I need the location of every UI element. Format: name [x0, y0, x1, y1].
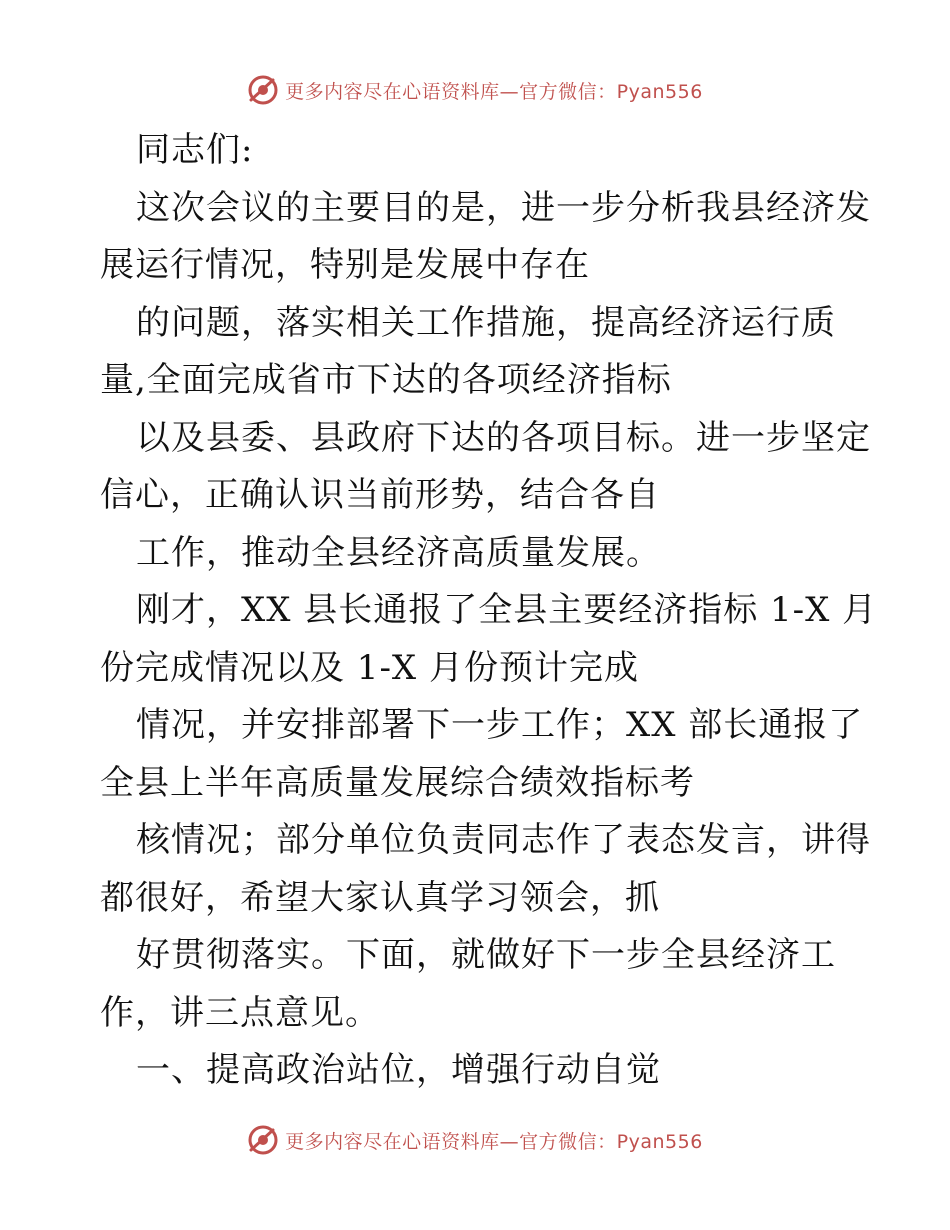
paragraph-line: 量,全面完成省市下达的各项经济指标	[100, 360, 672, 400]
paragraph-line: 展运行情况，特别是发展中存在	[100, 245, 590, 285]
paragraph-line: 份完成情况以及 1-X 月份预计完成	[100, 647, 639, 688]
paragraph-line: 核情况；部分单位负责同志作了表态发言，讲得	[136, 820, 871, 860]
paragraph-line: 作，讲三点意见。	[100, 992, 380, 1033]
paragraph-line: 都很好，希望大家认真学习领会，抓	[100, 877, 660, 918]
logo-icon	[247, 74, 279, 106]
document-body	[100, 122, 878, 1100]
paragraph-line: 好贯彻落实。下面，就做好下一步全县经济工	[136, 935, 836, 975]
salutation: 同志们:	[136, 130, 254, 170]
paragraph-line: 这次会议的主要目的是，进一步分析我县经济发	[136, 187, 871, 228]
header-banner-text: 更多内容尽在心语资料库—官方微信：Pyan556	[285, 80, 703, 103]
header-watermark	[0, 70, 950, 110]
paragraph-line: 的问题，落实相关工作措施，提高经济运行质	[136, 302, 836, 343]
section-heading: 一、提高政治站位，增强行动自觉	[136, 1050, 661, 1090]
footer-banner-text: 更多内容尽在心语资料库—官方微信：Pyan556	[285, 1130, 703, 1153]
paragraph-line: 信心，正确认识当前形势，结合各自	[100, 475, 660, 515]
footer-watermark	[0, 1120, 950, 1160]
paragraph-line: 全县上半年高质量发展综合绩效指标考	[100, 762, 695, 803]
paragraph-line: 刚才，XX 县长通报了全县主要经济指标 1-X 月	[136, 590, 878, 630]
paragraph-line: 以及县委、县政府下达的各项目标。进一步坚定	[136, 417, 871, 458]
logo-icon	[247, 1124, 279, 1156]
paragraph-line: 工作，推动全县经济高质量发展。	[136, 532, 661, 573]
paragraph-line: 情况，并安排部署下一步工作；XX 部长通报了	[136, 705, 864, 745]
